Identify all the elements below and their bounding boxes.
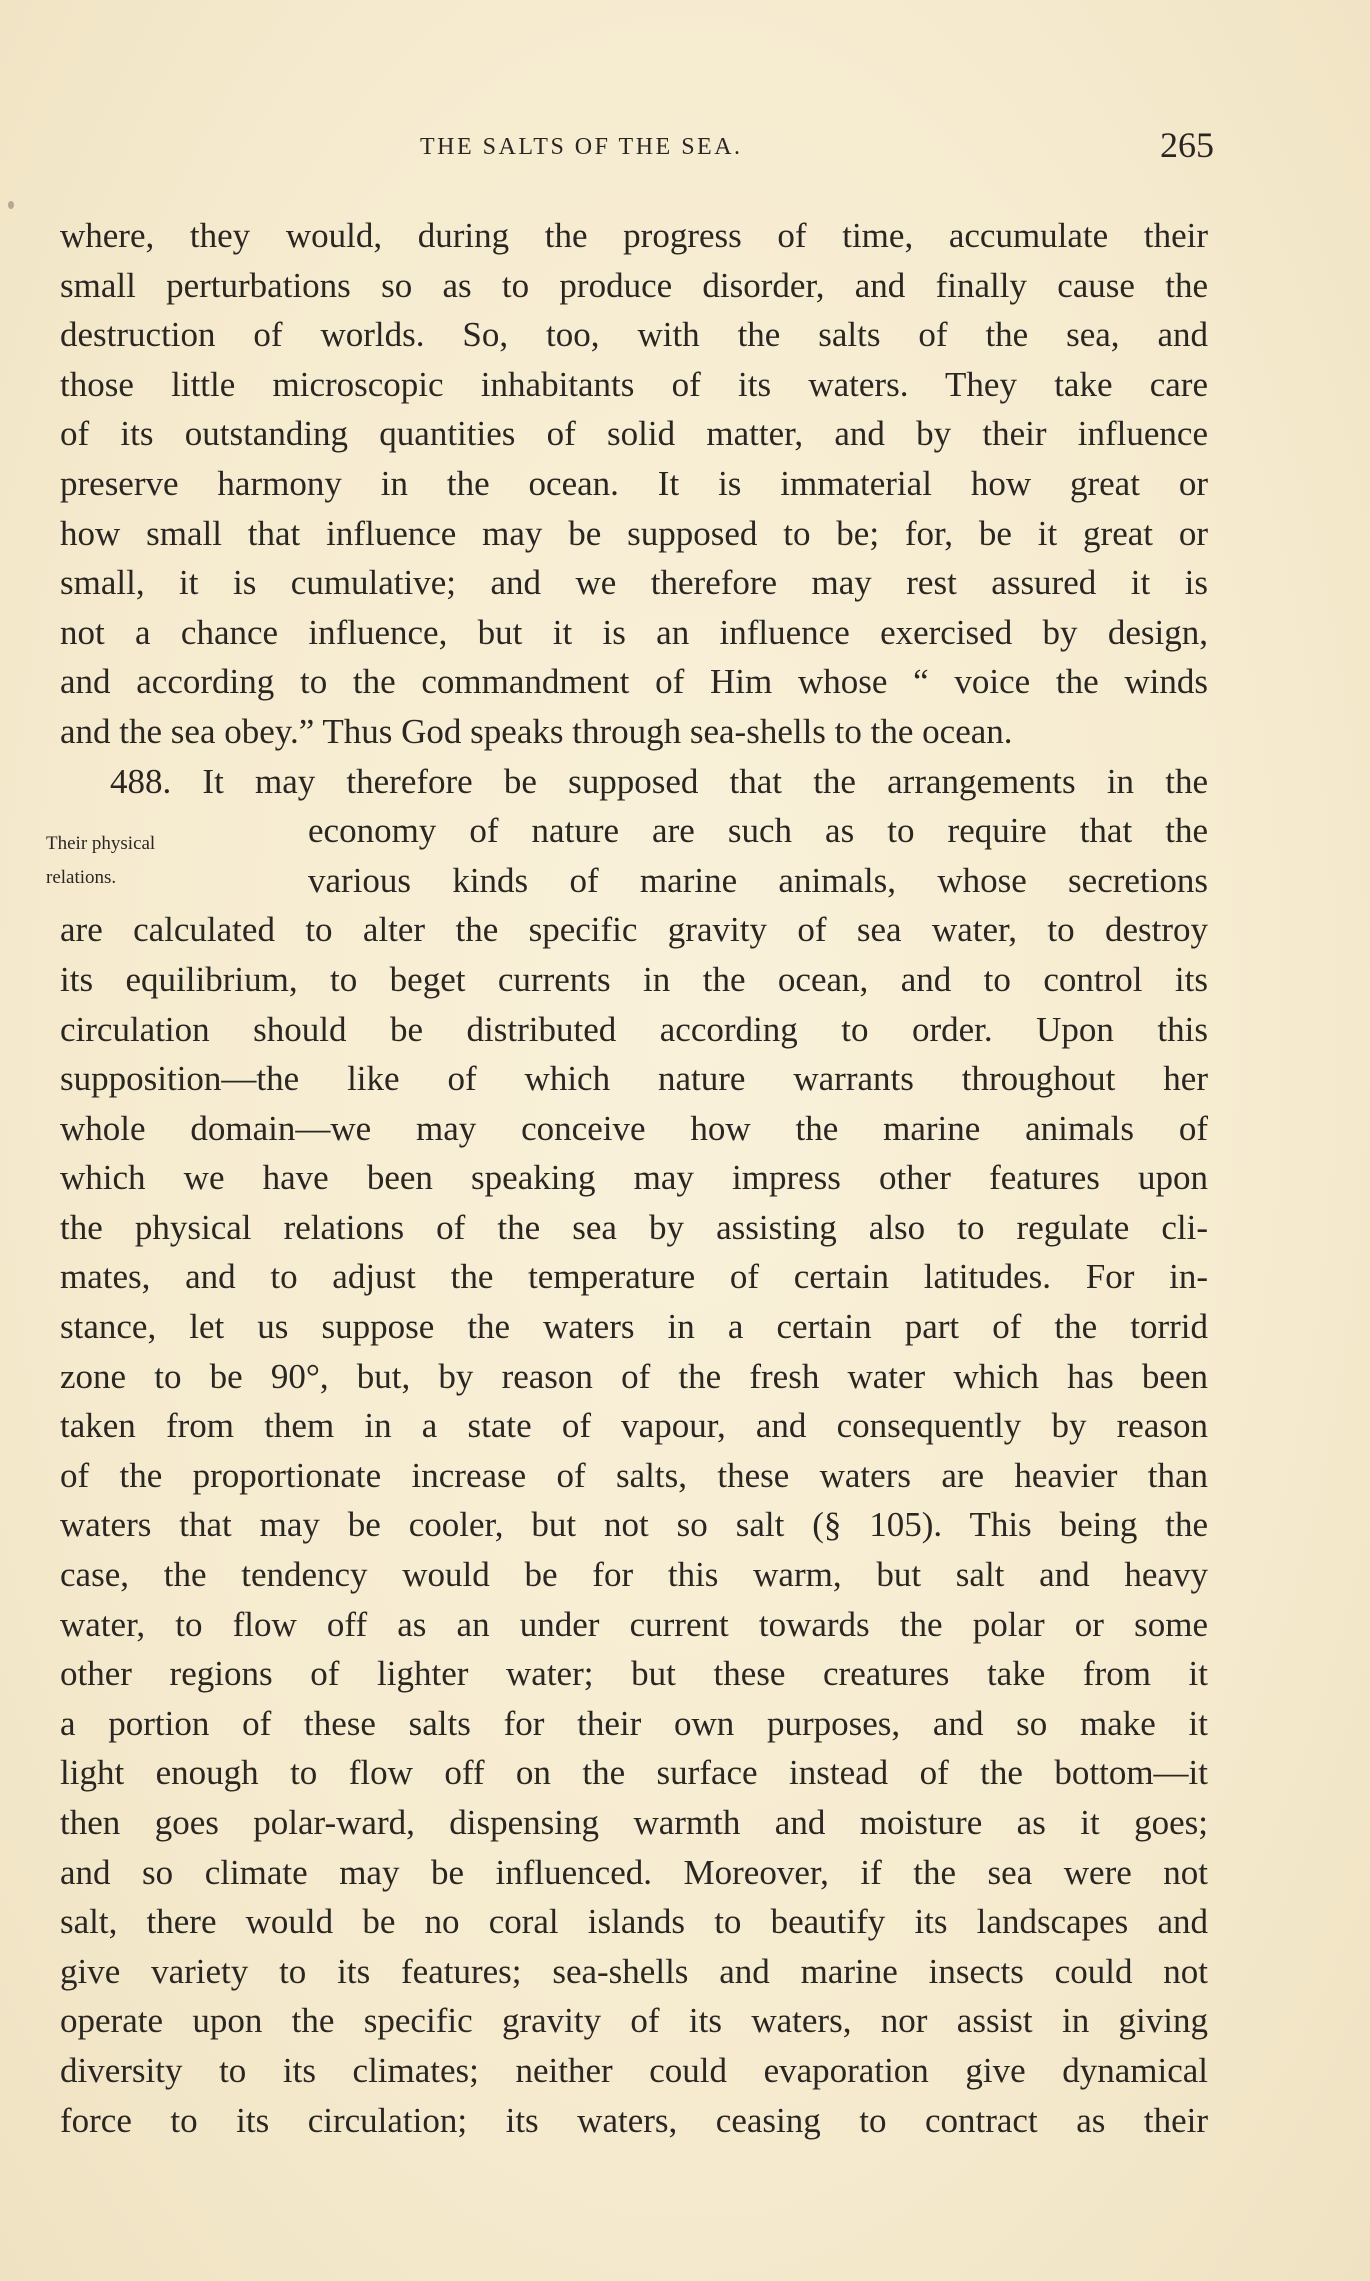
text-line: and the sea obey.” Thus God speaks through sea-shells to the ocean. xyxy=(60,711,1013,751)
text-line: other regions of lighter water; but these creatures take from it xyxy=(60,1654,1208,1694)
body-text xyxy=(60,211,1208,2145)
text-line: zone to be 90°, but, by reason of the fresh water which has been xyxy=(60,1356,1208,1396)
page-number: 265 xyxy=(1160,125,1214,165)
text-line: its equilibrium, to beget currents in the ocean, and to control its xyxy=(60,959,1208,999)
paper-speck xyxy=(8,201,14,209)
text-line: are calculated to alter the specific gravity of sea water, to destroy xyxy=(60,910,1208,950)
text-line: supposition—the like of which nature warrants throughout her xyxy=(60,1059,1208,1099)
text-line: mates, and to adjust the temperature of certain latitudes. For in- xyxy=(60,1257,1208,1297)
text-line: and so climate may be influenced. Moreover, if the sea were not xyxy=(60,1852,1208,1892)
paragraph-start-line: 488. It may therefore be supposed that the arrangements in the xyxy=(110,761,1208,801)
text-line: case, the tendency would be for this warm, but salt and heavy xyxy=(60,1555,1208,1595)
text-line: a portion of these salts for their own purposes, and so make it xyxy=(60,1703,1208,1743)
text-line-beside-note: economy of nature are such as to require that the xyxy=(308,811,1208,851)
text-line: operate upon the specific gravity of its waters, nor assist in giving xyxy=(60,2001,1208,2041)
text-line: give variety to its features; sea-shells and marine insects could not xyxy=(60,1951,1208,1991)
text-line: force to its circulation; its waters, ceasing to contract as their xyxy=(60,2100,1208,2140)
text-line: then goes polar-ward, dispensing warmth and moisture as it goes; xyxy=(60,1803,1208,1842)
text-line: small perturbations so as to produce disorder, and finally cause the xyxy=(60,265,1208,305)
text-line: light enough to flow off on the surface instead of the bottom—it xyxy=(60,1753,1208,1793)
text-line: taken from them in a state of vapour, and consequently by reason xyxy=(60,1406,1208,1446)
text-line: preserve harmony in the ocean. It is immaterial how great or xyxy=(60,463,1208,503)
running-title: THE SALTS OF THE SEA. xyxy=(420,134,743,160)
text-line: waters that may be cooler, but not so salt (§ 105). This being the xyxy=(60,1505,1208,1545)
text-line: where, they would, during the progress of time, accumulate their xyxy=(60,216,1208,255)
text-line: and according to the commandment of Him whose “ voice the winds xyxy=(60,662,1208,702)
text-line: the physical relations of the sea by assisting also to regulate cli- xyxy=(60,1207,1208,1247)
text-line: stance, let us suppose the waters in a certain part of the torrid xyxy=(60,1307,1208,1347)
text-line: of the proportionate increase of salts, these waters are heavier than xyxy=(60,1455,1208,1495)
text-line: small, it is cumulative; and we therefore may rest assured it is xyxy=(60,563,1208,603)
text-line: not a chance influence, but it is an influence exercised by design, xyxy=(60,612,1208,652)
text-line: of its outstanding quantities of solid matter, and by their influence xyxy=(60,414,1208,454)
text-line: destruction of worlds. So, too, with the salts of the sea, and xyxy=(60,315,1208,355)
marginal-note-line: Their physical xyxy=(46,833,156,854)
text-line: water, to flow off as an under current towards the polar or some xyxy=(60,1604,1208,1644)
text-line: how small that influence may be supposed to be; for, be it great or xyxy=(60,513,1208,553)
text-line: whole domain—we may conceive how the marine animals of xyxy=(60,1108,1208,1148)
text-line: diversity to its climates; neither could evaporation give dynamical xyxy=(60,2050,1208,2090)
text-line: salt, there would be no coral islands to beautify its landscapes and xyxy=(60,1902,1208,1942)
text-line: those little microscopic inhabitants of its waters. They take care xyxy=(60,364,1208,404)
marginal-note-line: relations. xyxy=(46,867,117,888)
text-line-beside-note: various kinds of marine animals, whose secretions xyxy=(308,860,1208,900)
running-head xyxy=(60,125,1214,178)
text-line: which we have been speaking may impress other features upon xyxy=(60,1158,1208,1198)
text-line: circulation should be distributed according to order. Upon this xyxy=(60,1009,1208,1049)
